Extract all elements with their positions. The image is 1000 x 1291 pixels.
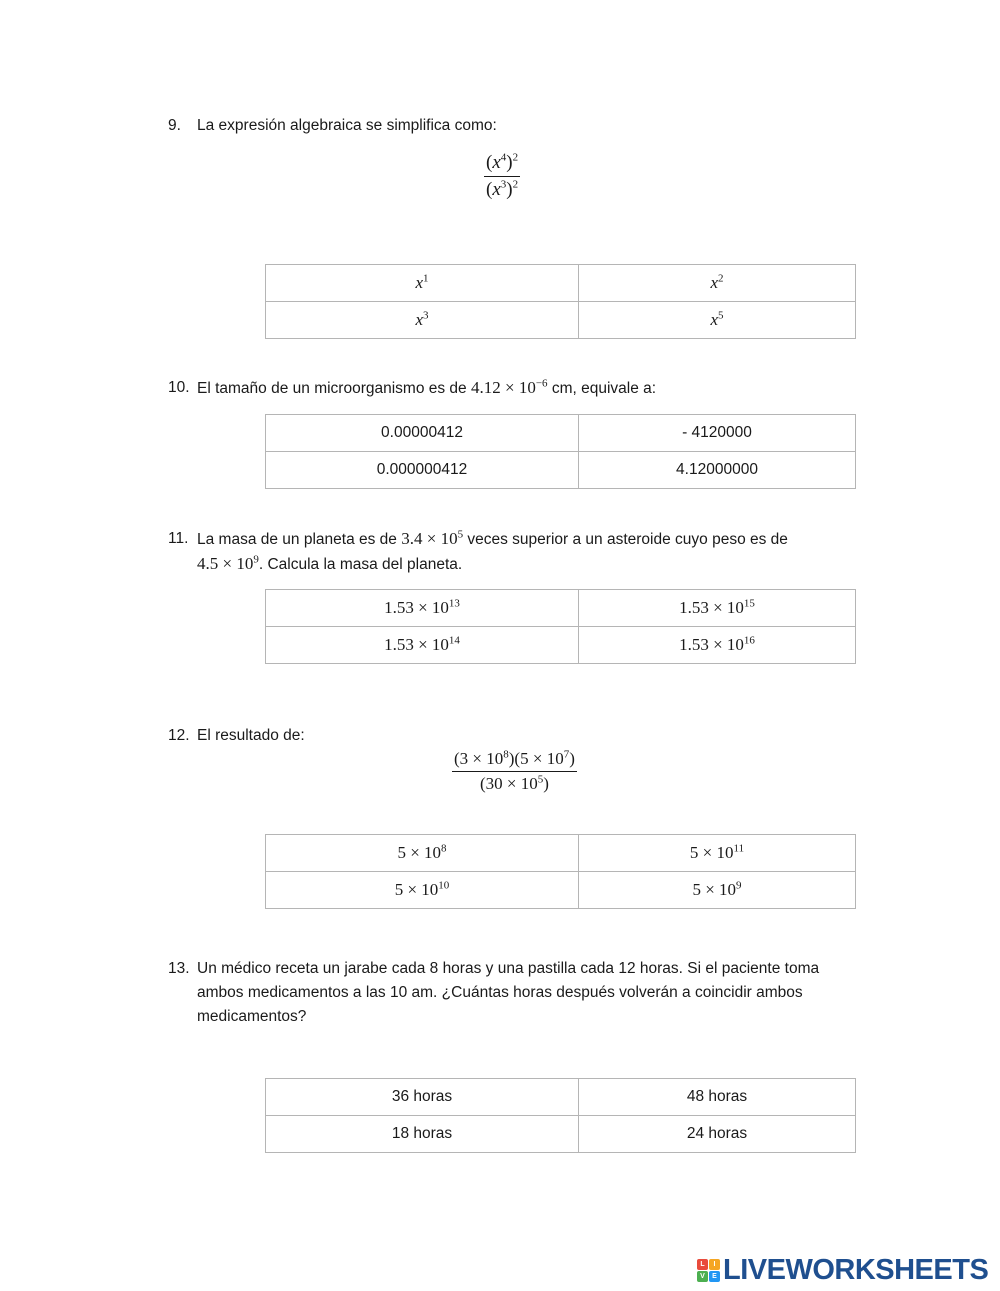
- options-table-10: [265, 414, 856, 489]
- option-cell[interactable]: $1.53 \times 10^{13}$: [266, 590, 579, 627]
- logo-icon: L I V E: [697, 1259, 720, 1282]
- option-cell[interactable]: $x^2$: [579, 265, 856, 302]
- question-number: 11.: [168, 530, 189, 547]
- options-table-9: [265, 264, 856, 339]
- option-cell[interactable]: $1.53 \times 10^{16}$: [579, 627, 856, 664]
- option-cell[interactable]: 0.000000412: [266, 452, 579, 489]
- option-cell[interactable]: 36 horas: [266, 1079, 579, 1116]
- option-cell[interactable]: $x^3$: [266, 302, 579, 339]
- question-11: [168, 527, 858, 577]
- expression-fraction-12: $\frac{(3 \times 10^8)(5 \times 10^7)}{(30 \times 10^5)}$: [454, 748, 575, 793]
- option-cell[interactable]: 4.12000000: [579, 452, 856, 489]
- liveworksheets-logo: [697, 1254, 988, 1287]
- option-cell[interactable]: 48 horas: [579, 1079, 856, 1116]
- option-cell[interactable]: 0.00000412: [266, 415, 579, 452]
- expression-fraction-9: $\frac{(x^4)^2}{(x^3)^2}$: [486, 151, 519, 200]
- question-text: El resultado de:: [197, 727, 305, 744]
- option-cell[interactable]: $x^1$: [266, 265, 579, 302]
- options-table-11: [265, 589, 856, 664]
- option-cell[interactable]: $5 \times 10^9$: [579, 872, 856, 909]
- question-number: 12.: [168, 727, 190, 744]
- options-table-13: [265, 1078, 856, 1153]
- option-cell[interactable]: $5 \times 10^{11}$: [579, 835, 856, 872]
- option-cell[interactable]: $1.53 \times 10^{15}$: [579, 590, 856, 627]
- question-text: La masa de un planeta es de $3.4 \times 10^5$ veces superior a un asteroide cuyo peso es de $4.5 \times 10^9$. Calcula la masa del planeta.: [197, 528, 788, 573]
- option-cell[interactable]: $1.53 \times 10^{14}$: [266, 627, 579, 664]
- question-text: El tamaño de un microorganismo es de $4.12 \times 10^{-6}$ cm, equivale a:: [197, 377, 657, 397]
- question-9: [168, 114, 858, 138]
- question-text: La expresión algebraica se simplifica como:: [197, 117, 497, 134]
- question-10: [168, 376, 858, 401]
- question-number: 9.: [168, 117, 181, 134]
- option-cell[interactable]: - 4120000: [579, 415, 856, 452]
- question-number: 10.: [168, 379, 190, 396]
- option-cell[interactable]: 18 horas: [266, 1116, 579, 1153]
- option-cell[interactable]: $x^5$: [579, 302, 856, 339]
- logo-text: LIVEWORKSHEETS: [723, 1254, 989, 1286]
- question-text: Un médico receta un jarabe cada 8 horas y una pastilla cada 12 horas. Si el paciente toma ambos medicamentos a las 10 am. ¿Cuántas horas después volverán a coincidir ambos medicamentos?: [197, 960, 820, 1025]
- options-table-12: [265, 834, 856, 909]
- question-12: [168, 724, 858, 748]
- option-cell[interactable]: $5 \times 10^8$: [266, 835, 579, 872]
- question-13: [168, 957, 858, 1029]
- option-cell[interactable]: $5 \times 10^{10}$: [266, 872, 579, 909]
- option-cell[interactable]: 24 horas: [579, 1116, 856, 1153]
- question-number: 13.: [168, 960, 190, 977]
